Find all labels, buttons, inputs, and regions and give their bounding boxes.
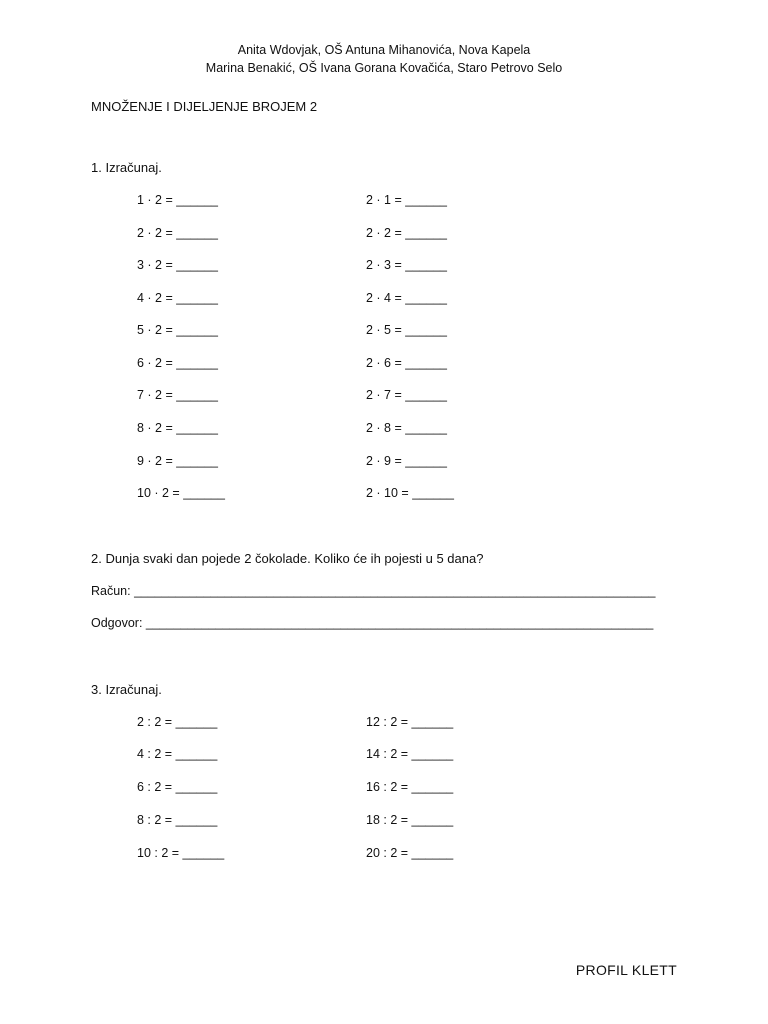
task3-right-item: 12 : 2 = ______ <box>366 715 454 729</box>
task1-left-item: 8 · 2 = ______ <box>137 421 218 435</box>
task1-left-item: 7 · 2 = ______ <box>137 388 218 402</box>
task1-right-item: 2 · 5 = ______ <box>366 323 447 337</box>
racun-answer-line[interactable]: Račun: ___________________________________________________________________________ <box>91 584 656 598</box>
task1-left-item: 3 · 2 = ______ <box>137 258 218 272</box>
task3-right-item: 16 : 2 = ______ <box>366 780 454 794</box>
task2-title: 2. Dunja svaki dan pojede 2 čokolade. Koliko će ih pojesti u 5 dana? <box>91 551 484 566</box>
task3-right-item: 20 : 2 = ______ <box>366 846 454 860</box>
task1-left-item: 4 · 2 = ______ <box>137 291 218 305</box>
task1-right-item: 2 · 7 = ______ <box>366 388 447 402</box>
task1-left-item: 9 · 2 = ______ <box>137 454 218 468</box>
author-line-1: Anita Wdovjak, OŠ Antuna Mihanovića, Nova Kapela <box>237 43 531 57</box>
task1-left-item: 10 · 2 = ______ <box>137 486 225 500</box>
worksheet-title: MNOŽENJE I DIJELJENJE BROJEM 2 <box>91 99 318 114</box>
task1-right-item: 2 · 10 = ______ <box>366 486 454 500</box>
task1-right-item: 2 · 3 = ______ <box>366 258 447 272</box>
author-line-2: Marina Benakić, OŠ Ivana Gorana Kovačića, Staro Petrovo Selo <box>205 61 563 75</box>
task1-right-item: 2 · 4 = ______ <box>366 291 447 305</box>
task1-left-item: 1 · 2 = ______ <box>137 193 218 207</box>
publisher-logo-text: PROFIL KLETT <box>575 962 677 978</box>
task3-right-item: 18 : 2 = ______ <box>366 813 454 827</box>
odgovor-answer-line[interactable]: Odgovor: _________________________________________________________________________ <box>91 616 654 630</box>
task3-left-item: 4 : 2 = ______ <box>137 747 218 761</box>
task1-right-item: 2 · 1 = ______ <box>366 193 447 207</box>
task1-left-item: 2 · 2 = ______ <box>137 226 218 240</box>
task3-left-item: 2 : 2 = ______ <box>137 715 218 729</box>
task3-left-item: 6 : 2 = ______ <box>137 780 218 794</box>
task3-left-item: 8 : 2 = ______ <box>137 813 218 827</box>
task3-title: 3. Izračunaj. <box>91 682 162 697</box>
task3-left-item: 10 : 2 = ______ <box>137 846 225 860</box>
task1-left-item: 6 · 2 = ______ <box>137 356 218 370</box>
task1-left-item: 5 · 2 = ______ <box>137 323 218 337</box>
task1-right-item: 2 · 8 = ______ <box>366 421 447 435</box>
task1-title: 1. Izračunaj. <box>91 160 162 175</box>
task1-right-item: 2 · 6 = ______ <box>366 356 447 370</box>
task1-right-item: 2 · 9 = ______ <box>366 454 447 468</box>
task3-right-item: 14 : 2 = ______ <box>366 747 454 761</box>
task1-right-item: 2 · 2 = ______ <box>366 226 447 240</box>
